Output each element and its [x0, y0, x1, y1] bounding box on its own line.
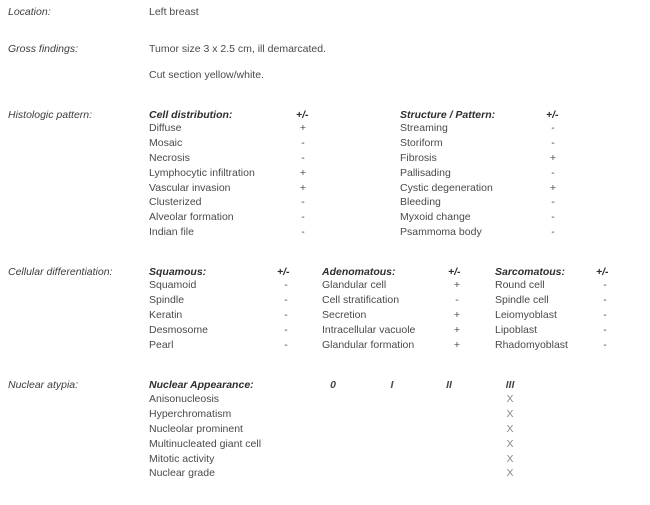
structure-pattern-item: Myxoid change — [400, 211, 471, 224]
adenomatous-item: Intracellular vacuole — [322, 323, 416, 336]
histologic-pattern-label: Histologic pattern: — [8, 109, 93, 121]
cell-distribution-sign: - — [301, 151, 305, 164]
location-label: Location: — [8, 6, 51, 18]
structure-pattern-sign: + — [549, 151, 557, 164]
structure-pattern-names — [400, 121, 540, 240]
sarcomatous-sign: - — [603, 338, 607, 351]
sarcomatous-names — [495, 278, 595, 352]
structure-pattern-item: Pallisading — [400, 166, 451, 179]
structure-pattern-item: Storiform — [400, 136, 443, 149]
squamous-sign: - — [284, 279, 288, 291]
sarcomatous-item: Leiomyoblast — [495, 308, 557, 321]
squamous-header: Squamous: — [149, 266, 207, 278]
sarcomatous-item: Spindle cell — [495, 293, 549, 306]
cell-distribution-item: Lymphocytic infiltration — [149, 166, 255, 179]
adenomatous-names — [322, 278, 447, 352]
squamous-sign: - — [284, 323, 288, 336]
cell-distribution-item: Indian file — [149, 226, 194, 239]
cell-distribution-sign-header: +/- — [296, 109, 309, 121]
cell-distribution-names — [149, 121, 289, 240]
squamous-sign-header: +/- — [277, 266, 290, 278]
squamous-sign: - — [284, 308, 288, 321]
nuclear-grade-mark: X — [506, 452, 514, 465]
squamous-item: Squamoid — [149, 279, 197, 291]
nuclear-grade-mark: X — [506, 422, 514, 435]
gross-findings-line2: Cut section yellow/white. — [149, 69, 264, 81]
structure-pattern-item: Psammoma body — [400, 226, 482, 239]
sarcomatous-item: Round cell — [495, 279, 545, 291]
structure-pattern-item: Cystic degeneration — [400, 181, 493, 194]
nuclear-appearance-item: Mitotic activity — [149, 452, 215, 465]
adenomatous-item: Glandular formation — [322, 338, 415, 351]
sarcomatous-item: Lipoblast — [495, 323, 538, 336]
grade-2-header: II — [446, 379, 452, 391]
nuclear-grade-mark: X — [506, 407, 514, 420]
structure-pattern-sign-header: +/- — [546, 109, 559, 121]
nuclear-grade-mark: X — [506, 393, 514, 405]
grade-3-header: III — [505, 379, 515, 391]
nuclear-appearance-item: Hyperchromatism — [149, 407, 232, 420]
structure-pattern-sign: - — [551, 136, 555, 149]
adenomatous-sign: + — [453, 308, 461, 321]
cell-distribution-item: Vascular invasion — [149, 181, 231, 194]
sarcomatous-sign: - — [603, 308, 607, 321]
cell-distribution-item: Diffuse — [149, 122, 182, 134]
adenomatous-sign: + — [453, 338, 461, 351]
squamous-signs — [279, 278, 293, 352]
cell-distribution-sign: + — [299, 122, 307, 134]
squamous-sign: - — [284, 293, 288, 306]
structure-pattern-header: Structure / Pattern: — [400, 109, 496, 121]
sarcomatous-header: Sarcomatous: — [495, 266, 566, 278]
cell-distribution-sign: + — [299, 181, 307, 194]
cell-distribution-signs — [296, 121, 310, 240]
squamous-sign: - — [284, 338, 288, 351]
structure-pattern-sign: - — [551, 211, 555, 224]
nuclear-grade-mark: X — [506, 437, 514, 450]
squamous-item: Desmosome — [149, 323, 208, 336]
nuclear-appearance-item: Nucleolar prominent — [149, 422, 243, 435]
gross-findings-label: Gross findings: — [8, 43, 79, 55]
nuclear-appearance-item: Multinucleated giant cell — [149, 437, 262, 450]
structure-pattern-sign: - — [551, 196, 555, 209]
cell-distribution-item: Necrosis — [149, 151, 190, 164]
grade-1-header: I — [390, 379, 394, 391]
cell-distribution-sign: - — [301, 196, 305, 209]
squamous-item: Spindle — [149, 293, 185, 306]
cell-distribution-sign: - — [301, 211, 305, 224]
structure-pattern-signs — [546, 121, 560, 240]
sarcomatous-sign: - — [603, 279, 607, 291]
squamous-names — [149, 278, 269, 352]
nuclear-appearance-names — [149, 392, 309, 481]
structure-pattern-item: Streaming — [400, 122, 448, 134]
structure-pattern-sign: + — [549, 181, 557, 194]
nuclear-appearance-item: Nuclear grade — [149, 467, 215, 480]
structure-pattern-sign: - — [551, 166, 555, 179]
cell-distribution-item: Mosaic — [149, 136, 183, 149]
squamous-item: Keratin — [149, 308, 183, 321]
nuclear-grade-marks — [503, 392, 517, 481]
adenomatous-sign: - — [455, 293, 459, 306]
adenomatous-signs — [450, 278, 464, 352]
location-value: Left breast — [149, 6, 199, 18]
cellular-differentiation-label: Cellular differentiation: — [8, 266, 113, 278]
cell-distribution-sign: - — [301, 136, 305, 149]
squamous-item: Pearl — [149, 338, 174, 351]
adenomatous-item: Cell stratification — [322, 293, 400, 306]
adenomatous-sign: + — [453, 279, 461, 291]
adenomatous-header: Adenomatous: — [322, 266, 396, 278]
cell-distribution-header: Cell distribution: — [149, 109, 233, 121]
adenomatous-item: Secretion — [322, 308, 367, 321]
nuclear-atypia-label: Nuclear atypia: — [8, 379, 79, 391]
nuclear-appearance-header: Nuclear Appearance: — [149, 379, 254, 391]
adenomatous-sign: + — [453, 323, 461, 336]
sarcomatous-signs — [598, 278, 612, 352]
sarcomatous-sign-header: +/- — [596, 266, 609, 278]
grade-0-header: 0 — [330, 379, 336, 391]
sarcomatous-sign: - — [603, 293, 607, 306]
adenomatous-sign-header: +/- — [448, 266, 461, 278]
structure-pattern-item: Bleeding — [400, 196, 441, 209]
cell-distribution-item: Clusterized — [149, 196, 202, 209]
structure-pattern-sign: - — [551, 226, 555, 239]
nuclear-appearance-item: Anisonucleosis — [149, 393, 220, 405]
structure-pattern-sign: - — [551, 122, 555, 134]
cell-distribution-item: Alveolar formation — [149, 211, 234, 224]
sarcomatous-sign: - — [603, 323, 607, 336]
sarcomatous-item: Rhadomyoblast — [495, 338, 568, 351]
cell-distribution-sign: - — [301, 226, 305, 239]
nuclear-grade-mark: X — [506, 467, 514, 480]
structure-pattern-item: Fibrosis — [400, 151, 437, 164]
adenomatous-item: Glandular cell — [322, 279, 387, 291]
gross-findings-line1: Tumor size 3 x 2.5 cm, ill demarcated. — [149, 43, 327, 55]
cell-distribution-sign: + — [299, 166, 307, 179]
